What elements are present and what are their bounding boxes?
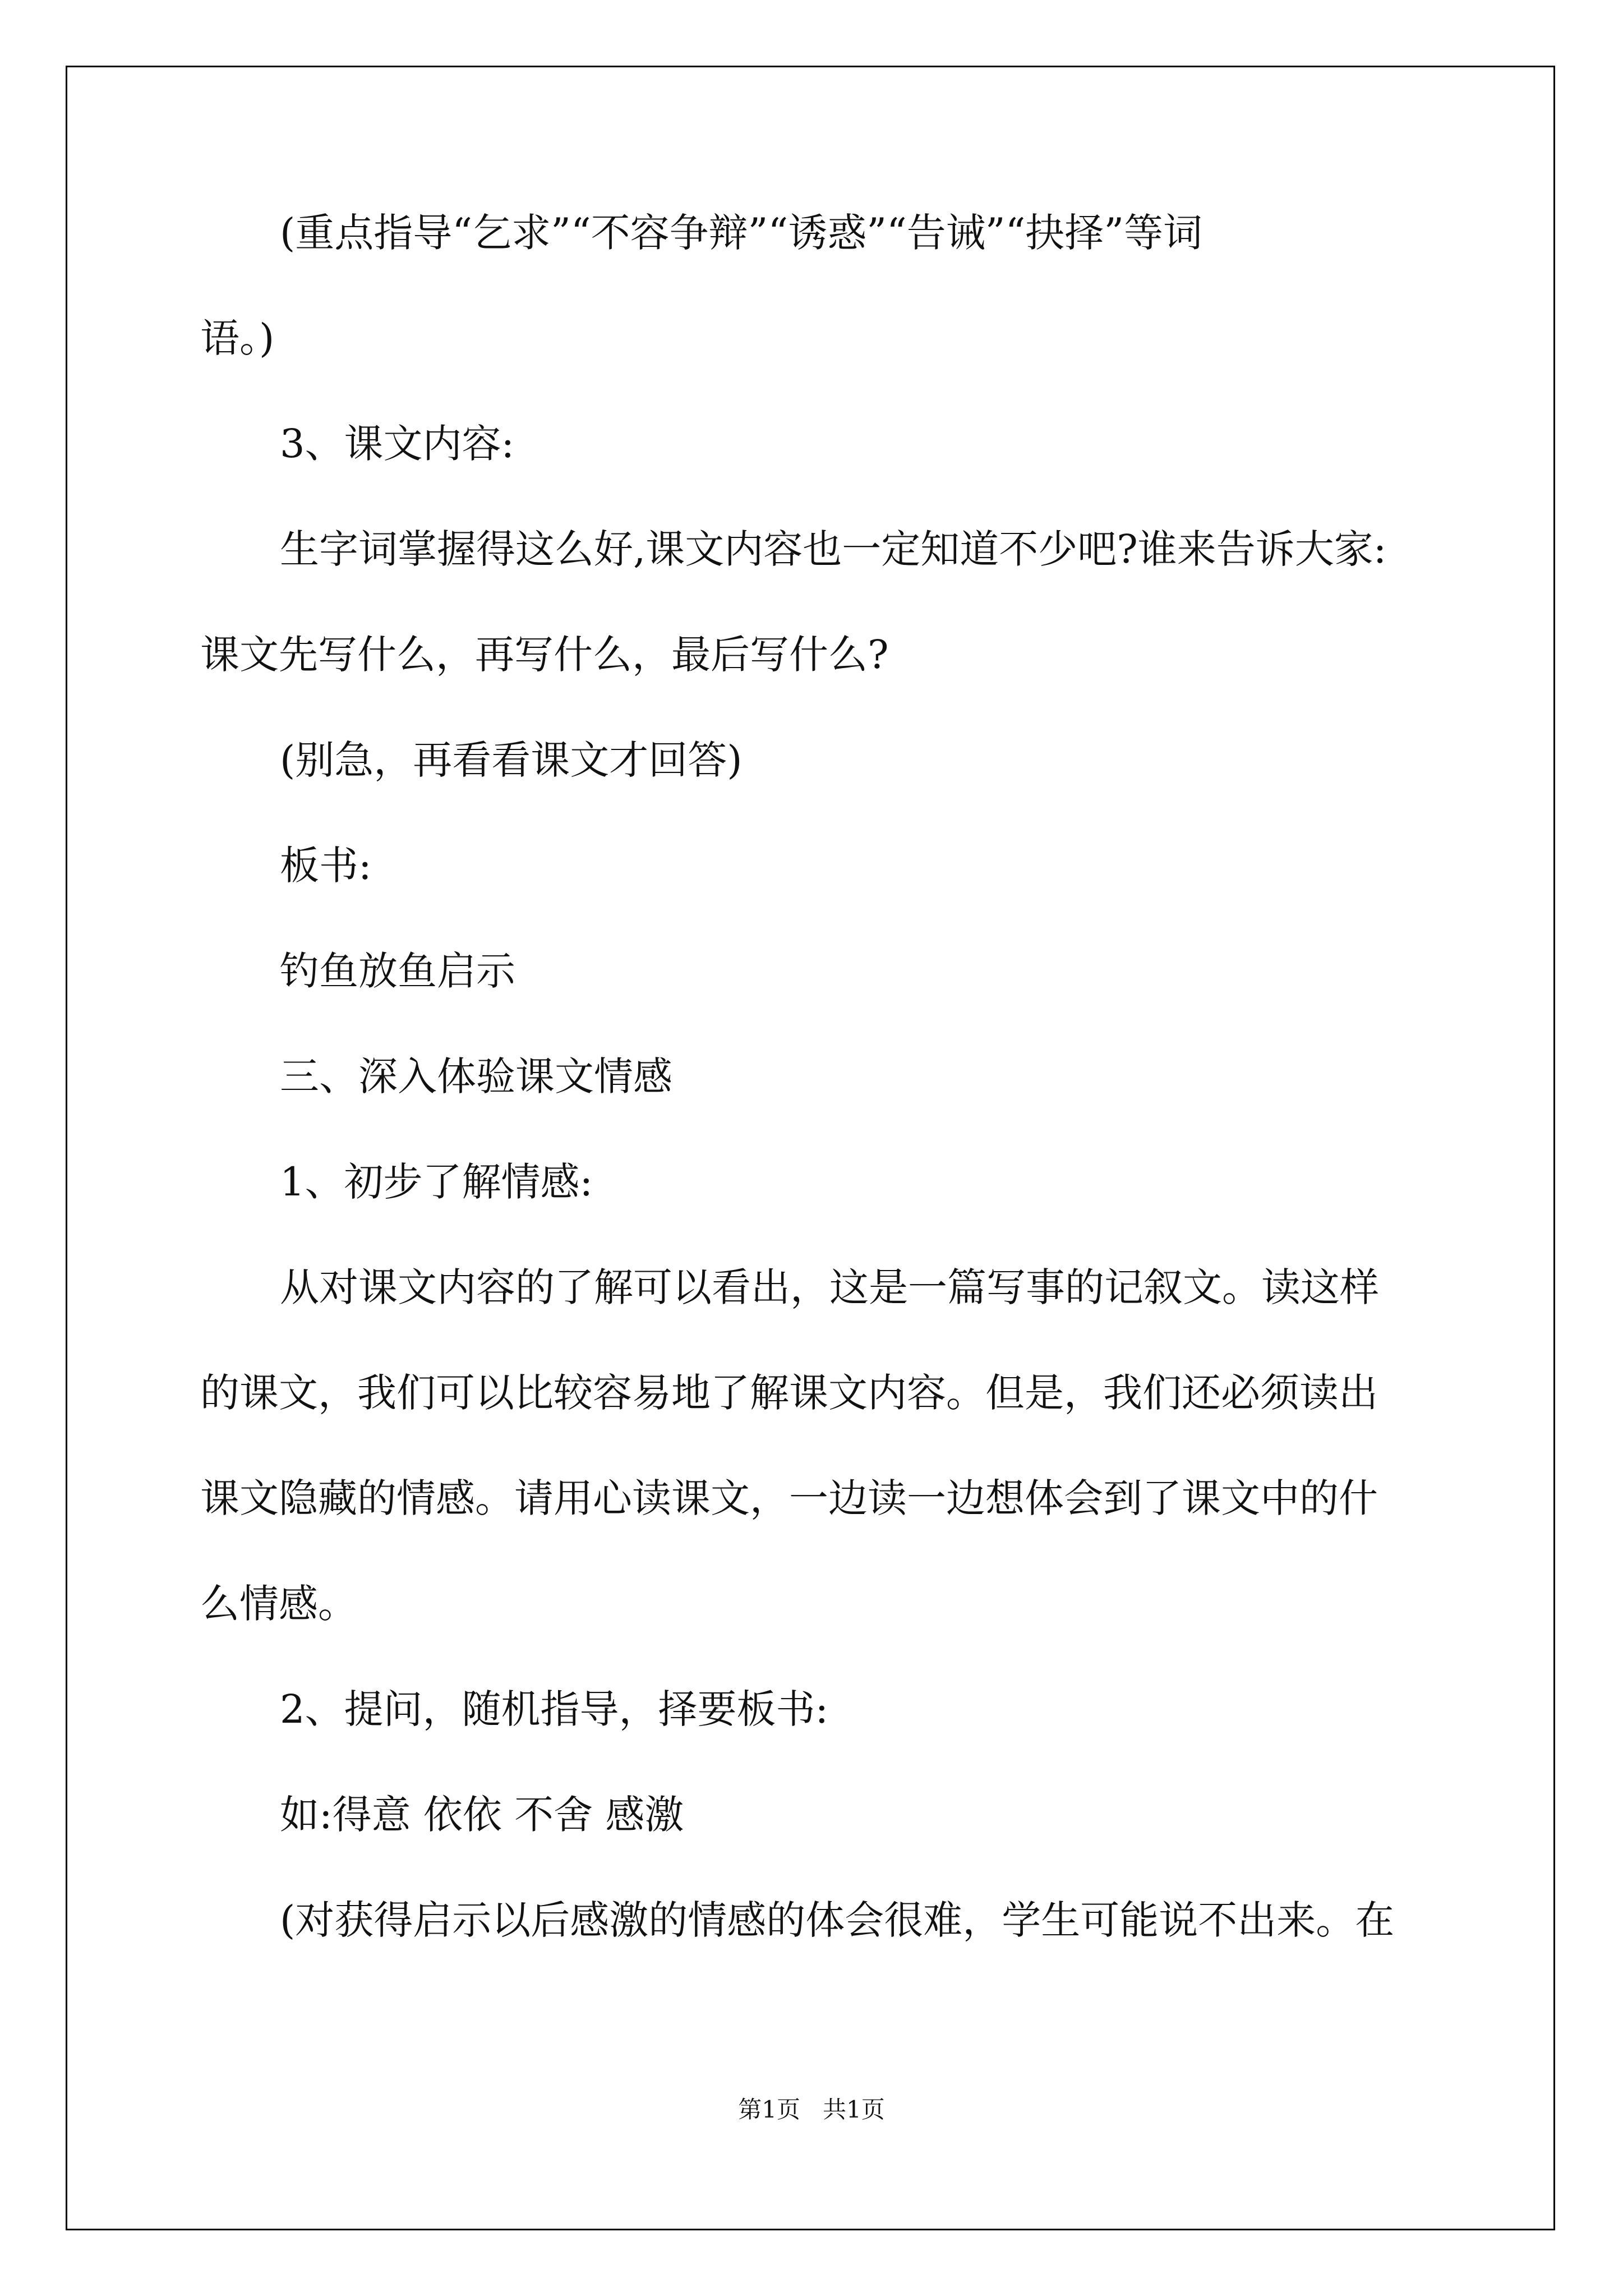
section-heading: 1、初步了解情感: — [280, 1159, 593, 1205]
board-writing: 钓鱼放鱼启示 — [280, 948, 515, 994]
text-line: 的课文，我们可以比较容易地了解课文内容。但是，我们还必须读出 — [200, 1370, 1378, 1416]
text-line: 课文隐藏的情感。请用心读课文，一边读一边想体会到了课文中的什 — [200, 1475, 1378, 1521]
page-number: 第1页 共1页 — [738, 2096, 885, 2123]
text-line: 语。) — [200, 315, 275, 361]
text-line: 从对课文内容的了解可以看出，这是一篇写事的记叙文。读这样 — [280, 1264, 1379, 1310]
text-line: 如:得意 依依 不舍 感激 — [280, 1792, 684, 1838]
text-line: 板书: — [280, 843, 372, 889]
text-line: (重点指导“乞求”“不容争辩”“诱惑”“告诫”“抉择”等词 — [280, 210, 1203, 256]
text-line: (别急，再看看课文才回答) — [280, 737, 743, 783]
text-line: 课文先写什么，再写什么，最后写什么? — [200, 632, 889, 678]
section-heading: 2、提问，随机指导，择要板书: — [280, 1686, 829, 1732]
section-heading: 三、深入体验课文情感 — [280, 1053, 672, 1099]
text-line: 么情感。 — [200, 1581, 357, 1627]
document-body — [200, 210, 1427, 2006]
text-line: (对获得启示以后感激的情感的体会很难，学生可能说不出来。在 — [280, 1897, 1395, 1943]
text-line: 生字词掌握得这么好,课文内容也一定知道不少吧?谁来告诉大家: — [280, 526, 1387, 572]
section-heading: 3、课文内容: — [280, 421, 515, 467]
